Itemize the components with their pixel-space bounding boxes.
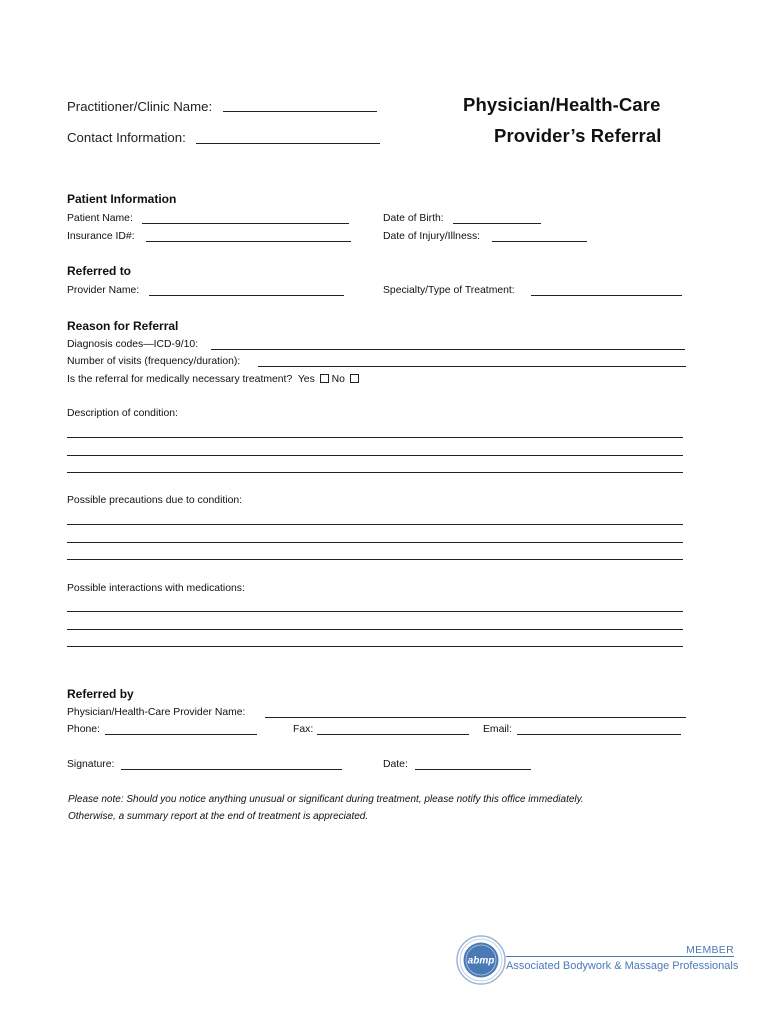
date-of-injury-label: Date of Injury/Illness: bbox=[383, 231, 481, 242]
reason-for-referral-heading: Reason for Referral bbox=[67, 319, 179, 333]
interactions-label: Possible interactions with medications: bbox=[67, 583, 245, 594]
diagnosis-codes-field[interactable] bbox=[211, 349, 685, 350]
date-label: Date: bbox=[383, 759, 408, 770]
provider-name-field[interactable] bbox=[149, 295, 344, 296]
referred-to-heading: Referred to bbox=[67, 264, 132, 278]
note-line-2: Otherwise, a summary report at the end of treatment is appreciated. bbox=[68, 811, 369, 822]
description-line-1[interactable] bbox=[67, 437, 683, 438]
abmp-logo bbox=[455, 934, 507, 986]
no-checkbox[interactable] bbox=[350, 374, 359, 383]
patient-name-field[interactable] bbox=[142, 223, 349, 224]
medically-necessary-question bbox=[67, 374, 359, 385]
patient-information-heading: Patient Information bbox=[67, 192, 177, 206]
contact-information-label: Contact Information: bbox=[67, 130, 186, 145]
organization-name: Associated Bodywork & Massage Professionals bbox=[506, 960, 739, 972]
referring-provider-name-label: Physician/Health-Care Provider Name: bbox=[67, 707, 246, 718]
interactions-line-2[interactable] bbox=[67, 629, 683, 630]
description-line-3[interactable] bbox=[67, 472, 683, 473]
yes-checkbox[interactable] bbox=[320, 374, 329, 383]
interactions-line-1[interactable] bbox=[67, 611, 683, 612]
fax-field[interactable] bbox=[317, 734, 469, 735]
description-line-2[interactable] bbox=[67, 455, 683, 456]
insurance-id-label: Insurance ID#: bbox=[67, 231, 135, 242]
provider-name-label: Provider Name: bbox=[67, 285, 140, 296]
practitioner-clinic-name-field[interactable] bbox=[223, 111, 377, 112]
member-label: MEMBER bbox=[686, 944, 734, 956]
date-of-birth-label: Date of Birth: bbox=[383, 213, 444, 224]
logo-divider bbox=[506, 956, 734, 957]
form-title-line-2: Provider’s Referral bbox=[494, 125, 662, 146]
email-field[interactable] bbox=[517, 734, 681, 735]
date-of-birth-field[interactable] bbox=[453, 223, 541, 224]
no-label: No bbox=[331, 374, 345, 385]
precautions-line-2[interactable] bbox=[67, 542, 683, 543]
abmp-logo-text: abmp bbox=[467, 955, 495, 967]
number-of-visits-field[interactable] bbox=[258, 366, 686, 367]
phone-label: Phone: bbox=[67, 724, 100, 735]
fax-label: Fax: bbox=[293, 724, 314, 735]
specialty-field[interactable] bbox=[531, 295, 682, 296]
date-field[interactable] bbox=[415, 769, 531, 770]
referring-provider-name-field[interactable] bbox=[265, 717, 686, 718]
form-title-line-1: Physician/Health-Care bbox=[463, 94, 661, 115]
medically-necessary-label: Is the referral for medically necessary treatment? bbox=[67, 374, 293, 385]
interactions-line-3[interactable] bbox=[67, 646, 683, 647]
contact-information-field[interactable] bbox=[196, 143, 380, 144]
specialty-label: Specialty/Type of Treatment: bbox=[383, 285, 515, 296]
insurance-id-field[interactable] bbox=[146, 241, 351, 242]
yes-label: Yes bbox=[297, 374, 315, 385]
email-label: Email: bbox=[483, 724, 512, 735]
diagnosis-codes-label: Diagnosis codes—ICD-9/10: bbox=[67, 339, 199, 350]
note-line-1: Please note: Should you notice anything unusual or significant during treatment, please notify this office immediately. bbox=[68, 794, 584, 805]
referred-by-heading: Referred by bbox=[67, 687, 134, 701]
signature-field[interactable] bbox=[121, 769, 342, 770]
description-of-condition-label: Description of condition: bbox=[67, 408, 178, 419]
practitioner-clinic-name-label: Practitioner/Clinic Name: bbox=[67, 99, 213, 114]
phone-field[interactable] bbox=[105, 734, 257, 735]
precautions-label: Possible precautions due to condition: bbox=[67, 495, 243, 506]
signature-label: Signature: bbox=[67, 759, 115, 770]
number-of-visits-label: Number of visits (frequency/duration): bbox=[67, 356, 241, 367]
patient-name-label: Patient Name: bbox=[67, 213, 133, 224]
date-of-injury-field[interactable] bbox=[492, 241, 587, 242]
precautions-line-1[interactable] bbox=[67, 524, 683, 525]
precautions-line-3[interactable] bbox=[67, 559, 683, 560]
